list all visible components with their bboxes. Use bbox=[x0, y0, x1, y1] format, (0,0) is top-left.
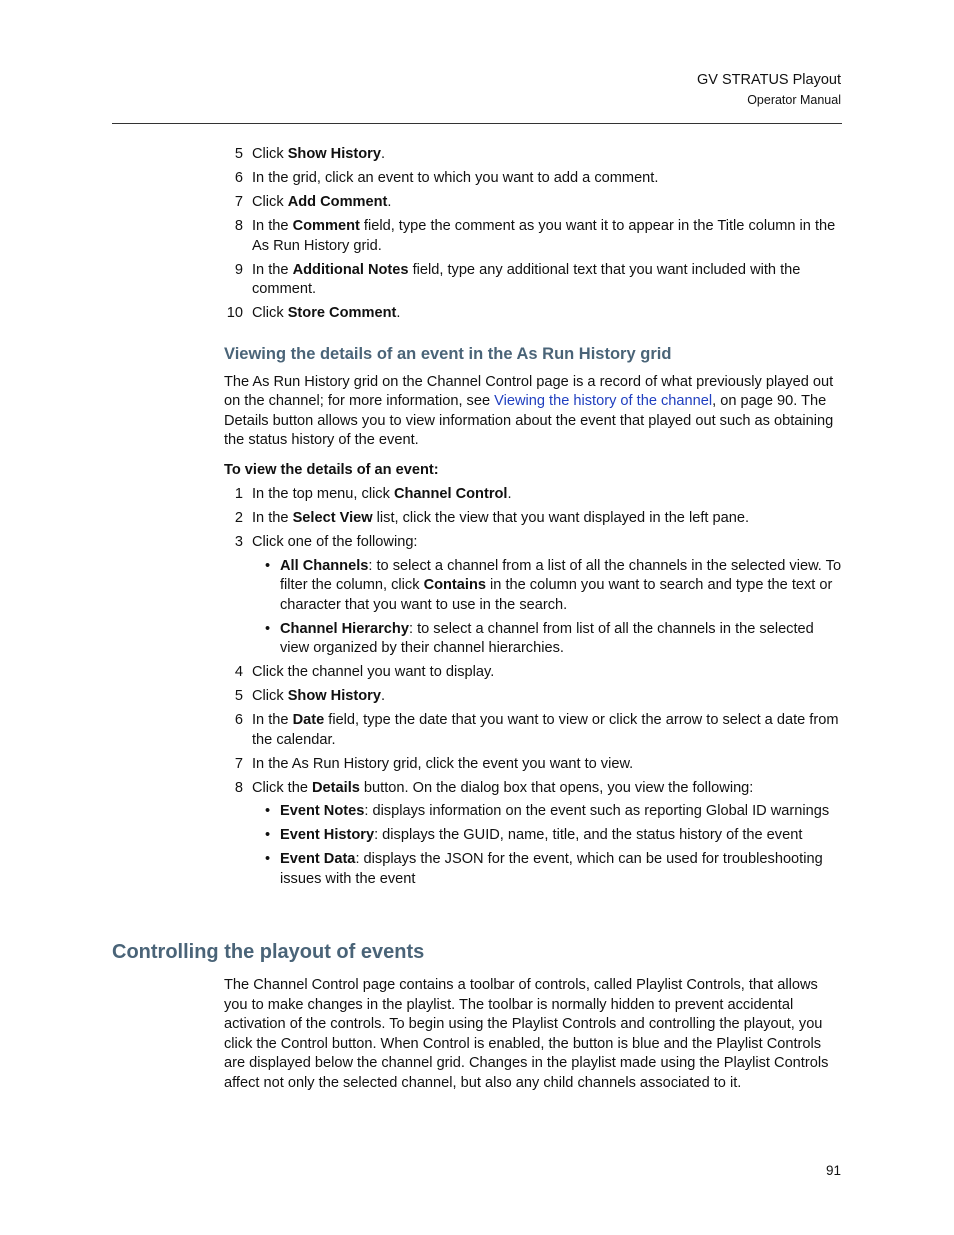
history-link[interactable]: Viewing the history of the channel bbox=[494, 393, 713, 409]
step-item bbox=[224, 261, 842, 300]
step-text: Click bbox=[252, 194, 288, 210]
subsection-heading: Viewing the details of an event in the As Run History grid bbox=[224, 344, 672, 363]
steps-list-add-comment bbox=[224, 145, 842, 324]
step-number: 1 bbox=[234, 486, 243, 502]
header-subtitle: Operator Manual bbox=[747, 93, 841, 107]
step-text: Click bbox=[252, 305, 288, 321]
step-text: In the bbox=[252, 218, 293, 234]
step-text: . bbox=[387, 194, 392, 210]
step-item bbox=[224, 779, 842, 890]
ui-term: Contains bbox=[423, 577, 486, 593]
step-number: 9 bbox=[234, 261, 243, 278]
step-text: in the column you want to search and type the text or character that you want to use in the search. bbox=[280, 577, 833, 613]
ui-term: Date bbox=[292, 712, 325, 728]
step-text: In the As Run History grid, click the event you want to view. bbox=[252, 755, 634, 772]
ui-term: Event History bbox=[280, 827, 375, 843]
step-number: 10 bbox=[226, 305, 243, 321]
step-item bbox=[224, 485, 842, 505]
bullet-list bbox=[252, 802, 842, 889]
step-number: 8 bbox=[234, 779, 243, 796]
step-text: Click bbox=[252, 688, 288, 704]
step-number: 3 bbox=[234, 534, 243, 550]
bullet-glyph: • bbox=[265, 803, 271, 819]
step-text: In the bbox=[252, 261, 293, 278]
step-number: 5 bbox=[234, 146, 243, 162]
ui-term: All Channels bbox=[280, 557, 369, 574]
ui-term: Details bbox=[312, 779, 360, 796]
step-item bbox=[224, 509, 842, 529]
steps-list-view-details bbox=[224, 485, 842, 889]
step-text: . bbox=[396, 305, 401, 321]
step-text: Click the channel you want to display. bbox=[252, 664, 495, 680]
ui-term: Channel Control bbox=[393, 486, 508, 502]
ui-term: Event Notes bbox=[280, 803, 365, 819]
step-text: field, type any additional text that you want included with the comment. bbox=[252, 261, 801, 297]
step-item bbox=[224, 533, 842, 659]
bullet-item bbox=[252, 620, 842, 659]
header-title: GV STRATUS Playout bbox=[697, 72, 841, 88]
header-rule bbox=[112, 123, 842, 124]
bullet-item bbox=[252, 850, 842, 889]
bullet-glyph: • bbox=[265, 620, 271, 637]
bullet-glyph: • bbox=[265, 851, 271, 867]
step-text: button. On the dialog box that opens, you view the following: bbox=[359, 779, 754, 796]
step-item bbox=[224, 755, 842, 775]
ui-term: Store Comment bbox=[287, 305, 397, 321]
step-text: In the top menu, click bbox=[252, 486, 394, 502]
ui-term: Show History bbox=[287, 688, 381, 704]
step-item bbox=[224, 687, 842, 707]
bullet-glyph: • bbox=[265, 557, 271, 574]
step-text: . bbox=[380, 146, 385, 162]
step-text: field, type the comment as you want it to appear in the Title column in the As Run History grid. bbox=[252, 218, 836, 254]
step-number: 6 bbox=[234, 712, 243, 728]
step-text: In the bbox=[252, 510, 293, 526]
step-text: In the bbox=[252, 712, 293, 728]
step-item bbox=[224, 663, 842, 683]
step-text: : to select a channel from a list of all the channels in the selected view. To filter the column, click bbox=[280, 557, 842, 593]
step-item bbox=[224, 193, 842, 213]
step-item bbox=[224, 217, 842, 256]
step-text: . bbox=[380, 688, 385, 704]
step-text: : to select a channel from list of all the channels in the selected view organized by their channel hierarchies. bbox=[280, 620, 814, 656]
main-content bbox=[224, 145, 842, 894]
step-number: 6 bbox=[234, 170, 243, 186]
ui-term: Comment bbox=[292, 218, 360, 234]
bullet-list bbox=[252, 557, 842, 659]
step-number: 7 bbox=[234, 194, 243, 210]
step-item bbox=[224, 304, 842, 324]
bullet-item bbox=[252, 802, 842, 822]
bullet-item bbox=[252, 557, 842, 616]
step-item bbox=[224, 711, 842, 750]
step-text: : displays information on the event such as reporting Global ID warnings bbox=[364, 803, 830, 819]
procedure-label: To view the details of an event: bbox=[224, 461, 439, 478]
section-body: The Channel Control page contains a toolbar of controls, called Playlist Controls, that allows you to make changes in the playlist. The toolbar is normally hidden to prevent accidental activation of the controls. To begin using the Playlist Controls and controlling the playout, you click the Control button. When Control is enabled, the button is blue and the Playlist Controls are displayed below the channel grid. Changes in the playlist made using the Playlist Controls affect not only the selected channel, but also any child channels associated to it. bbox=[224, 977, 829, 1091]
bullet-glyph: • bbox=[265, 827, 271, 843]
ui-term: Select View bbox=[292, 510, 373, 526]
ui-term: Show History bbox=[287, 146, 381, 162]
section-heading: Controlling the playout of events bbox=[112, 941, 425, 963]
step-text: In the grid, click an event to which you want to add a comment. bbox=[252, 170, 659, 186]
step-number: 4 bbox=[234, 664, 243, 680]
step-item bbox=[224, 169, 842, 189]
ui-term: Channel Hierarchy bbox=[280, 620, 409, 637]
intro-text-after: , on page 90. The Details button allows you to view information about the event that played out such as obtaining the status history of the event. bbox=[224, 393, 834, 448]
step-number: 5 bbox=[234, 688, 243, 704]
step-text: Click one of the following: bbox=[252, 534, 418, 550]
subsection-intro bbox=[224, 373, 842, 451]
step-text: : displays the GUID, name, title, and the status history of the event bbox=[374, 827, 803, 843]
ui-term: Event Data bbox=[280, 851, 356, 867]
step-number: 8 bbox=[234, 218, 243, 234]
step-text: Click the bbox=[252, 779, 313, 796]
ui-term: Additional Notes bbox=[292, 261, 409, 278]
page-number: 91 bbox=[825, 1163, 841, 1178]
step-text: Click bbox=[252, 146, 288, 162]
bullet-item bbox=[252, 826, 842, 846]
step-text: list, click the view that you want displayed in the left pane. bbox=[372, 510, 750, 526]
ui-term: Add Comment bbox=[287, 194, 388, 210]
step-number: 7 bbox=[234, 755, 243, 772]
step-text: : displays the JSON for the event, which can be used for troubleshooting issues with the event bbox=[280, 851, 823, 887]
step-text: . bbox=[507, 486, 512, 502]
step-item bbox=[224, 145, 842, 165]
step-number: 2 bbox=[234, 510, 243, 526]
intro-text-before: The As Run History grid on the Channel Control page is a record of what previously played out on the channel; for more information, see bbox=[224, 373, 834, 409]
step-text: field, type the date that you want to view or click the arrow to select a date from the calendar. bbox=[252, 712, 839, 748]
